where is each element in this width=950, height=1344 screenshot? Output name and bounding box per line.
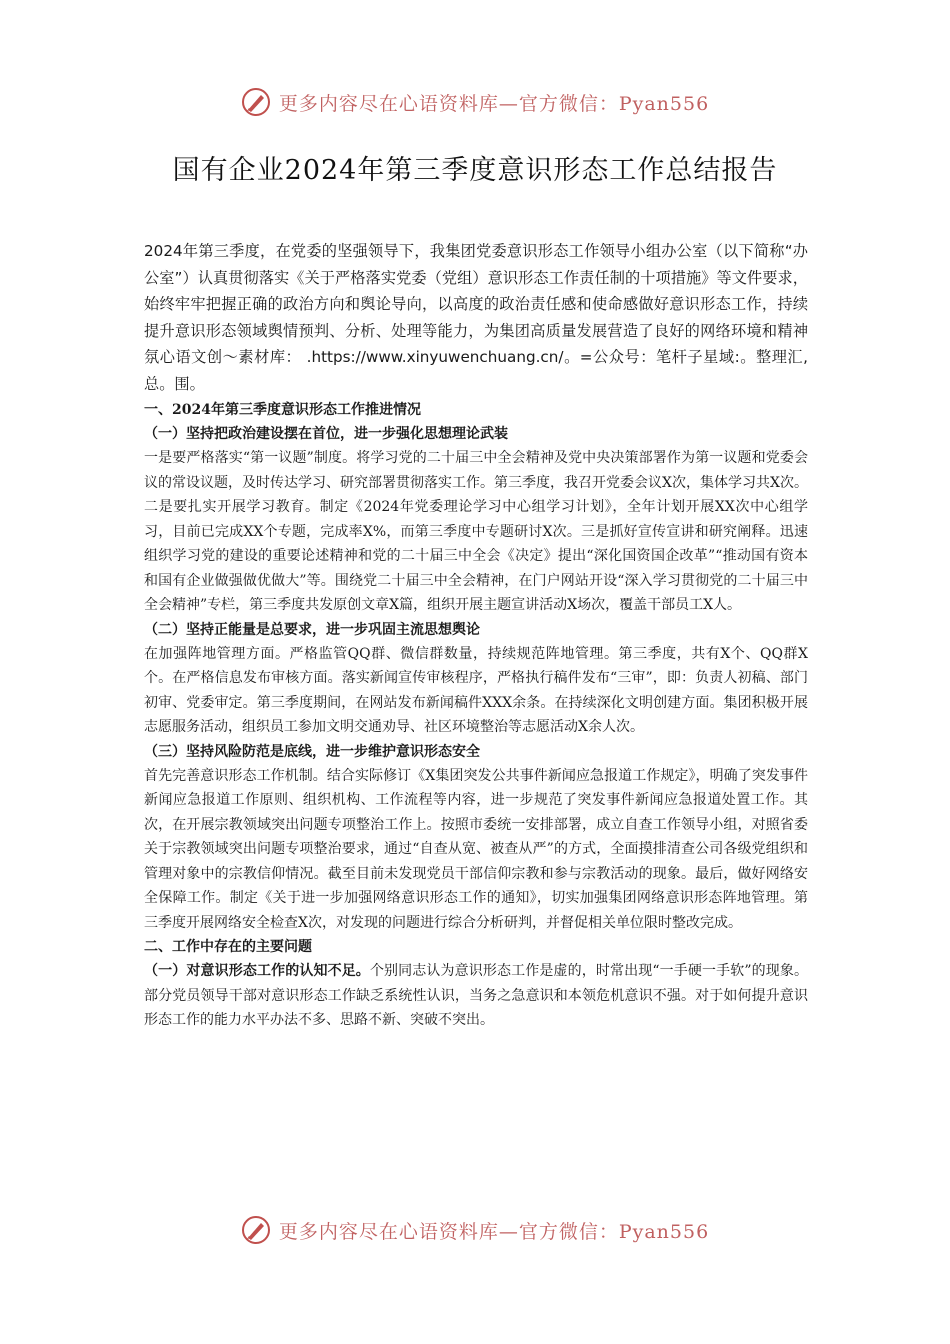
section-1-1-body: 一是要严格落实“第一议题”制度。将学习党的二十届三中全会精神及党中央决策部署作为第一议题和党委会议的常设议题，及时传达学习、研究部署贯彻落实工作。第三季度，我召开党委会议X次，集体学习共X次。二是要扎实开展学习教育。制定《2024年党委理论学习中心组学习计划》，全年计划开展XX次中心组学习，目前已完成XX个专题，完成率X%，而第三季度中专题研讨X次。三是抓好宣传宣讲和研究阐释。迅速组织学习党的建设的重要论述精神和党的二十届三中全会《决定》提出“深化国资国企改革”“推动国有资本和国有企业做强做优做大”等。围绕党二十届三中全会精神，在门户网站开设“深入学习贯彻党的二十届三中全会精神”专栏，第三季度共发原创文章X篇，组织开展主题宣讲活动X场次，覆盖干部员工X人。 bbox=[144, 450, 808, 613]
section-1-3-heading: （三）坚持风险防范是底线，进一步维护意识形态安全 bbox=[144, 743, 480, 760]
footer-watermark-banner bbox=[0, 1210, 950, 1250]
document-body bbox=[144, 238, 808, 1033]
watermark-text: 更多内容尽在心语资料库—官方微信：Pyan556 bbox=[278, 1220, 710, 1243]
intro-paragraph: 2024年第三季度，在党委的坚强领导下，我集团党委意识形态工作领导小组办公室（以下简称“办公室”）认真贯彻落实《关于严格落实党委（党组）意识形态工作责任制的十项措施》等文件要求，始终牢牢把握正确的政治方向和舆论导向，以高度的政治责任感和使命感做好意识形态工作，持续提升意识形态领域舆情预判、分析、处理等能力，为集团高质量发展营造了良好的网络环境和精神氛心语文创～素材库： .https://www.xinyuwenchuang.cn/。=公众号：笔杆子星域:。整理汇,总。围。 bbox=[144, 242, 808, 393]
section-1-2-body: 在加强阵地管理方面。严格监管QQ群、微信群数量，持续规范阵地管理。第三季度，共有X个、QQ群X个。在严格信息发布审核方面。落实新闻宣传审核程序，严格执行稿件发布“三审”，即：负责人初稿、部门初审、党委审定。第三季度期间，在网站发布新闻稿件XXX余条。在持续深化文明创建方面。集团积极开展志愿服务活动，组织员工参加文明交通劝导、社区环境整治等志愿活动X余人次。 bbox=[144, 645, 808, 735]
section-1-3-body: 首先完善意识形态工作机制。结合实际修订《X集团突发公共事件新闻应急报道工作规定》，明确了突发事件新闻应急报道工作原则、组织机构、工作流程等内容，进一步规范了突发事件新闻应急报道处置工作。其次，在开展宗教领域突出问题专项整治工作上。按照市委统一安排部署，成立自查工作领导小组，对照省委关于宗教领域突出问题专项整治要求，通过“自查从宽、被查从严”的方式，全面摸排清查公司各级党组织和管理对象中的宗教信仰情况。截至目前未发现党员干部信仰宗教和参与宗教活动的现象。最后，做好网络安全保障工作。制定《关于进一步加强网络意识形态工作的通知》，切实加强集团网络意识形态阵地管理。第三季度开展网络安全检查X次，对发现的问题进行综合分析研判，并督促相关单位限时整改完成。 bbox=[144, 767, 808, 931]
section-2-1-body: 个别同志认为意识形态工作是虚的，时常出现“一手硬一手软”的现象。部分党员领导干部对意识形态工作缺乏系统性认识，当务之急意识和本领危机意识不强。对于如何提升意识形态工作的能力水平办法不多、思路不新、突破不突出。 bbox=[144, 963, 808, 1028]
watermark-text: 更多内容尽在心语资料库—官方微信：Pyan556 bbox=[278, 92, 710, 115]
header-watermark-banner bbox=[0, 82, 950, 122]
pen-logo-icon bbox=[241, 1215, 271, 1245]
section-1-2-heading: （二）坚持正能量是总要求，进一步巩固主流思想舆论 bbox=[144, 621, 480, 638]
section-2-1-lead: （一）对意识形态工作的认知不足。 bbox=[144, 963, 370, 979]
document-title: 国有企业2024年第三季度意识形态工作总结报告 bbox=[172, 155, 778, 186]
pen-logo-icon bbox=[241, 87, 271, 117]
section-2-1-paragraph bbox=[144, 959, 808, 1033]
section-2-heading: 二、工作中存在的主要问题 bbox=[144, 939, 312, 955]
section-1-heading: 一、2024年第三季度意识形态工作推进情况 bbox=[144, 402, 421, 418]
section-1-1-heading: （一）坚持把政治建设摆在首位，进一步强化思想理论武装 bbox=[144, 426, 508, 442]
